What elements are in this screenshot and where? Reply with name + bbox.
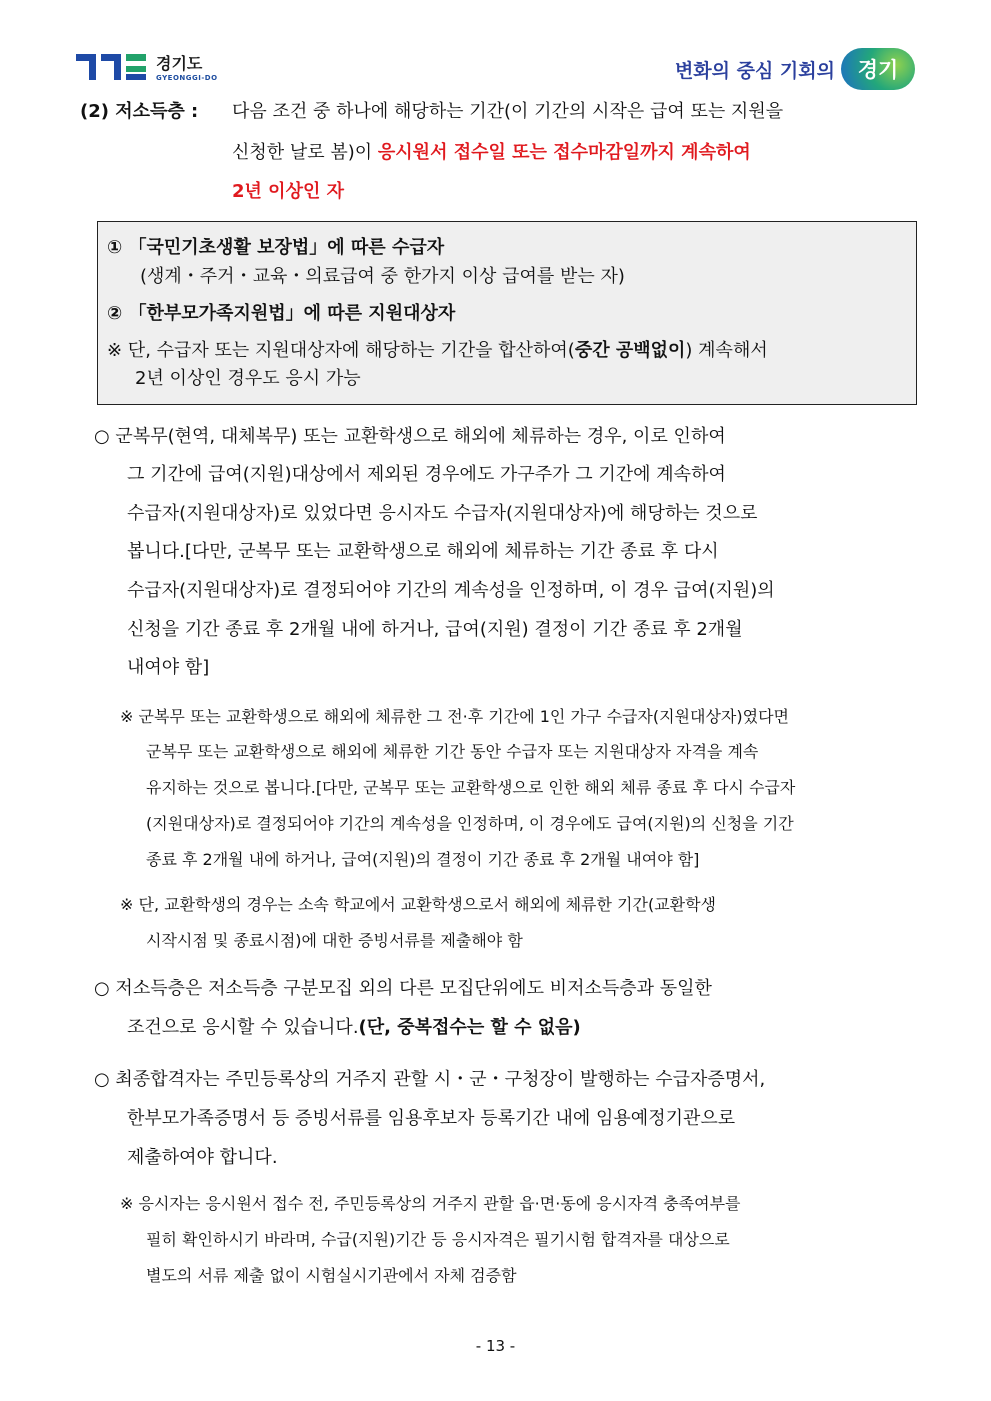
para3-line: 한부모가족증명서 등 증빙서류를 임용후보자 등록기간 내에 임용예정기관으로	[127, 1108, 736, 1129]
section-line-3: 2년 이상인 자	[232, 181, 344, 202]
section-line-2-plain: 신청한 날로 봄)이	[232, 142, 378, 163]
section-line-2	[232, 144, 751, 162]
box-note-bold: 중간 공백없이	[574, 340, 686, 361]
para3-line: 제출하여야 합니다.	[127, 1147, 278, 1168]
page-number: - 13 -	[475, 1337, 516, 1355]
logo-korean: 경기도	[156, 54, 203, 73]
note1-line: (지원대상자)로 결정되어야 기간의 계속성을 인정하며, 이 경우에도 급여(지원)의 신청을 기간	[146, 814, 794, 833]
gyeonggi-logo	[76, 52, 218, 82]
slogan-text: 변화의 중심 기회의	[674, 59, 835, 82]
note1-line: ※ 군복무 또는 교환학생으로 해외에 체류한 그 전·후 기간에 1인 가구 수급자(지원대상자)였다면	[120, 707, 789, 726]
box-note-line-2: 2년 이상인 경우도 응시 가능	[135, 368, 361, 389]
note3-line: 필히 확인하시기 바라며, 수급(지원)기간 등 응시자격은 필기시험 합격자를 대상으로	[146, 1230, 730, 1249]
para2-line-2-plain: 조건으로 응시할 수 있습니다.	[127, 1017, 359, 1038]
para1-line: 수급자(지원대상자)로 있었다면 응시자도 수급자(지원대상자)에 해당하는 것으로	[127, 503, 758, 524]
box-item-1: ① 「국민기초생활 보장법」에 따른 수급자	[107, 237, 445, 258]
slogan	[675, 48, 915, 90]
note3-line: 별도의 서류 제출 없이 시험실시기관에서 자체 검증함	[146, 1266, 517, 1285]
logo-mark-icon	[76, 52, 146, 82]
para2-line-2	[127, 1019, 581, 1037]
para3-line: ○ 최종합격자는 주민등록상의 거주지 관할 시・군・구청장이 발행하는 수급자증명서,	[94, 1069, 766, 1090]
note3-line: ※ 응시자는 응시원서 접수 전, 주민등록상의 거주지 관할 읍·면·동에 응시자격 충족여부를	[120, 1194, 741, 1213]
para1-line: 수급자(지원대상자)로 결정되어야 기간의 계속성을 인정하며, 이 경우 급여(지원)의	[127, 580, 775, 601]
section-line-2-highlight: 응시원서 접수일 또는 접수마감일까지 계속하여	[377, 142, 751, 163]
section-label: (2) 저소득층 :	[80, 101, 199, 122]
box-item-2: ② 「한부모가족지원법」에 따른 지원대상자	[107, 303, 456, 324]
note1-line: 종료 후 2개월 내에 하거나, 급여(지원)의 결정이 기간 종료 후 2개월 내여야 함]	[146, 850, 700, 869]
note2-line: ※ 단, 교환학생의 경우는 소속 학교에서 교환학생으로서 해외에 체류한 기간(교환학생	[120, 895, 717, 914]
para1-line: 그 기간에 급여(지원)대상에서 제외된 경우에도 가구주가 그 기간에 계속하여	[127, 464, 726, 485]
box-note-part-c: ) 계속해서	[685, 340, 768, 361]
logo-english: GYEONGGI-DO	[156, 74, 218, 82]
para2-line-1: ○ 저소득층은 저소득층 구분모집 외의 다른 모집단위에도 비저소득층과 동일한	[94, 978, 712, 999]
slogan-badge: 경기	[841, 48, 915, 90]
note1-line: 군복무 또는 교환학생으로 해외에 체류한 기간 동안 수급자 또는 지원대상자 자격을 계속	[146, 742, 759, 761]
note1-line: 유지하는 것으로 봅니다.[다만, 군복무 또는 교환학생으로 인한 해외 체류 종료 후 다시 수급자	[146, 778, 796, 797]
section-line-1: 다음 조건 중 하나에 해당하는 기간(이 기간의 시작은 급여 또는 지원을	[232, 101, 784, 122]
box-note	[107, 342, 768, 360]
para2-line-2-bold: (단, 중복접수는 할 수 없음)	[358, 1017, 581, 1038]
box-item-1-sub: (생계・주거・교육・의료급여 중 한가지 이상 급여를 받는 자)	[140, 266, 625, 287]
para1-line: 봅니다.[다만, 군복무 또는 교환학생으로 해외에 체류하는 기간 종료 후 다시	[127, 541, 719, 562]
box-note-part-a: ※ 단, 수급자 또는 지원대상자에 해당하는 기간을 합산하여(	[107, 340, 575, 361]
para1-line: 내여야 함]	[127, 657, 210, 678]
note2-line: 시작시점 및 종료시점)에 대한 증빙서류를 제출해야 함	[146, 931, 523, 950]
para1-line: 신청을 기간 종료 후 2개월 내에 하거나, 급여(지원) 결정이 기간 종료 후 2개월	[127, 619, 743, 640]
para1-line: ○ 군복무(현역, 대체복무) 또는 교환학생으로 해외에 체류하는 경우, 이로 인하여	[94, 426, 726, 447]
